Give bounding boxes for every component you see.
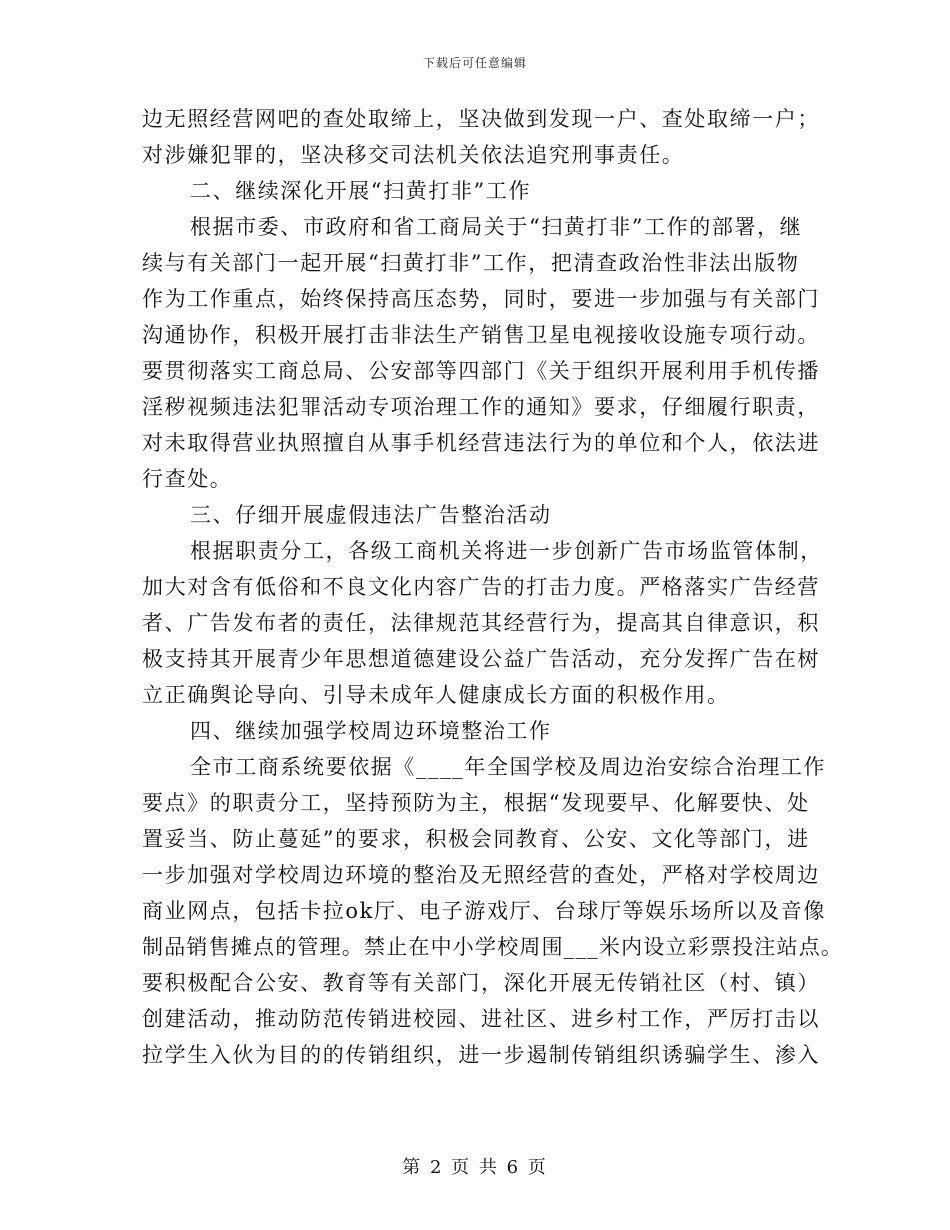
text-line: 要点》的职责分工，坚持预防为主，根据“发现要早、化解要快、处 <box>142 791 810 815</box>
text-line: 全市工商系统要依据《____年全国学校及周边治安综合治理工作 <box>190 755 826 779</box>
text-line: 对涉嫌犯罪的，坚决移交司法机关依法追究刑事责任。 <box>142 143 685 167</box>
text-line: 者、广告发布者的责任，法律规范其经营行为，提高其自律意识，积 <box>142 611 820 635</box>
text-line: 续与有关部门一起开展“扫黄打非”工作，把清查政治性非法出版物 <box>142 251 800 275</box>
text-line: 根据市委、市政府和省工商局关于“扫黄打非”工作的部署，继 <box>190 215 803 239</box>
text-line: 置妥当、防止蔓延”的要求，积极会同教育、公安、文化等部门，进 <box>142 827 810 851</box>
page-number-footer: 第 2 页 共 6 页 <box>402 1157 548 1178</box>
section-heading: 三、仔细开展虚假违法广告整治活动 <box>190 503 552 527</box>
text-line: 要贯彻落实工商总局、公安部等四部门《关于组织开展利用手机传播 <box>142 359 820 383</box>
text-line: 作为工作重点，始终保持高压态势，同时，要进一步加强与有关部门 <box>142 287 820 311</box>
text-line: 立正确舆论导向、引导未成年人健康成长方面的积极作用。 <box>142 683 730 707</box>
page-header-note: 下载后可任意编辑 <box>422 56 527 70</box>
section-heading: 四、继续加强学校周边环境整治工作 <box>190 719 552 743</box>
section-heading: 二、继续深化开展“扫黄打非”工作 <box>190 179 532 203</box>
text-line: 要积极配合公安、教育等有关部门，深化开展无传销社区（村、镇） <box>142 971 820 995</box>
text-line: 创建活动，推动防范传销进校园、进社区、进乡村工作，严厉打击以 <box>142 1007 820 1031</box>
text-line: 淫秽视频违法犯罪活动专项治理工作的通知》要求，仔细履行职责， <box>142 395 820 419</box>
text-line: 对未取得营业执照擅自从事手机经营违法行为的单位和个人，依法进 <box>142 431 820 455</box>
text-line: 行查处。 <box>142 467 233 491</box>
text-line: 沟通协作，积极开展打击非法生产销售卫星电视接收设施专项行动。 <box>142 323 820 347</box>
text-line: 制品销售摊点的管理。禁止在中小学校周围___米内设立彩票投注站点。 <box>142 935 844 959</box>
text-line: 极支持其开展青少年思想道德建设公益广告活动，充分发挥广告在树 <box>142 647 820 671</box>
text-line: 拉学生入伙为目的的传销组织，进一步遏制传销组织诱骗学生、渗入 <box>142 1043 820 1067</box>
text-line: 商业网点，包括卡拉ok厅、电子游戏厅、台球厅等娱乐场所以及音像 <box>142 899 826 923</box>
text-line: 根据职责分工，各级工商机关将进一步创新广告市场监管体制， <box>190 539 823 563</box>
text-line: 边无照经营网吧的查处取缔上，坚决做到发现一户、查处取缔一户； <box>142 107 820 131</box>
text-line: 一步加强对学校周边环境的整治及无照经营的查处，严格对学校周边 <box>142 863 820 887</box>
text-line: 加大对含有低俗和不良文化内容广告的打击力度。严格落实广告经营 <box>142 575 820 599</box>
